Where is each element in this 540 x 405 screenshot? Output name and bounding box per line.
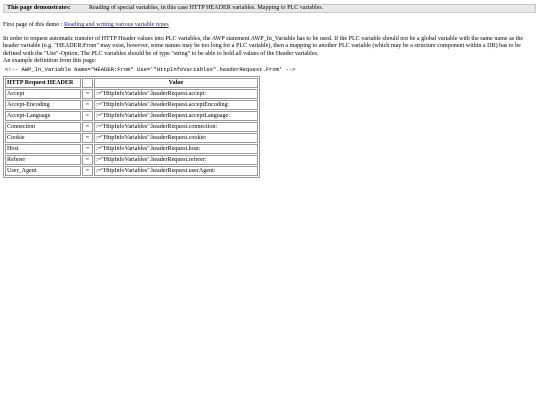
value-cell: :="HttpInfoVariables".headerRequest.connection: xyxy=(94,122,258,132)
table-row xyxy=(5,89,258,99)
table-header-row xyxy=(5,78,258,88)
value-cell: :="HttpInfoVariables".headerRequest.userAgent: xyxy=(94,166,258,176)
equals-cell: = xyxy=(82,100,93,110)
table-row xyxy=(5,100,258,110)
header-name-cell: Accept-Language xyxy=(5,111,81,121)
explanation-paragraph xyxy=(3,36,536,66)
equals-cell: = xyxy=(82,144,93,154)
header-name-cell: Referer xyxy=(5,155,81,165)
table-row xyxy=(5,111,258,121)
demo-summary-bar xyxy=(3,4,536,13)
intro-prefix: First page of this demo : xyxy=(3,22,63,28)
column-header-eq xyxy=(82,78,93,88)
equals-cell: = xyxy=(82,89,93,99)
intro-line xyxy=(3,22,537,30)
table-row xyxy=(5,144,258,154)
header-name-cell: Host xyxy=(5,144,81,154)
header-variables-table xyxy=(3,76,260,178)
equals-cell: = xyxy=(82,155,93,165)
value-cell: :="HttpInfoVariables".headerRequest.cookie: xyxy=(94,133,258,143)
equals-cell: = xyxy=(82,166,93,176)
table-row xyxy=(5,155,258,165)
table-row xyxy=(5,133,258,143)
header-name-cell: User_Agent xyxy=(5,166,81,176)
demo-label: This page demonstrates: xyxy=(7,5,71,11)
table-row xyxy=(5,122,258,132)
value-cell: :="HttpInfoVariables".headerRequest.host: xyxy=(94,144,258,154)
column-header-value: Value xyxy=(94,78,258,88)
equals-cell: = xyxy=(82,133,93,143)
equals-cell: = xyxy=(82,111,93,121)
example-code: <!-- AWP_In_Variable Name="HEADER:From" Use='"HttpInfoVariables".headerRequest.From' --> xyxy=(5,65,296,73)
equals-cell: = xyxy=(82,122,93,132)
example-label: An example definition from this page: xyxy=(3,58,97,64)
value-cell: :="HttpInfoVariables".headerRequest.acceptEncoding: xyxy=(94,100,258,110)
demo-description: Reading of special variables, in this case HTTP HEADER variables. Mapping to PLC variables. xyxy=(89,5,324,11)
header-name-cell: Connection xyxy=(5,122,81,132)
column-header-name: HTTP Request HEADER xyxy=(5,78,81,88)
value-cell: :="HttpInfoVariables".headerRequest.accept: xyxy=(94,89,258,99)
header-name-cell: Accept-Encoding xyxy=(5,100,81,110)
value-cell: :="HttpInfoVariables".headerRequest.acceptLanguage: xyxy=(94,111,258,121)
explanation-text: In order to request automatic transfer of HTTP Header values into PLC variables, the AWP statement AWP_In_Variable has to be used. If the PLC variable should not be a global variable with the same name as the header variable (e.g. "HEADER:From" may exist, however, some names may be too long for a PLC variable), then a mapping to another PLC variable (which may be a structure component within a DB) has to be defined with the "Use"-Option. The PLC variables should be of type "string" to be able to hold all values of the Header variables. xyxy=(3,35,524,57)
value-cell: :="HttpInfoVariables".headerRequest.referer: xyxy=(94,155,258,165)
header-name-cell: Accept xyxy=(5,89,81,99)
first-page-link[interactable]: Reading and writing various variable types xyxy=(63,22,169,28)
header-name-cell: Cookie xyxy=(5,133,81,143)
table-row xyxy=(5,166,258,176)
